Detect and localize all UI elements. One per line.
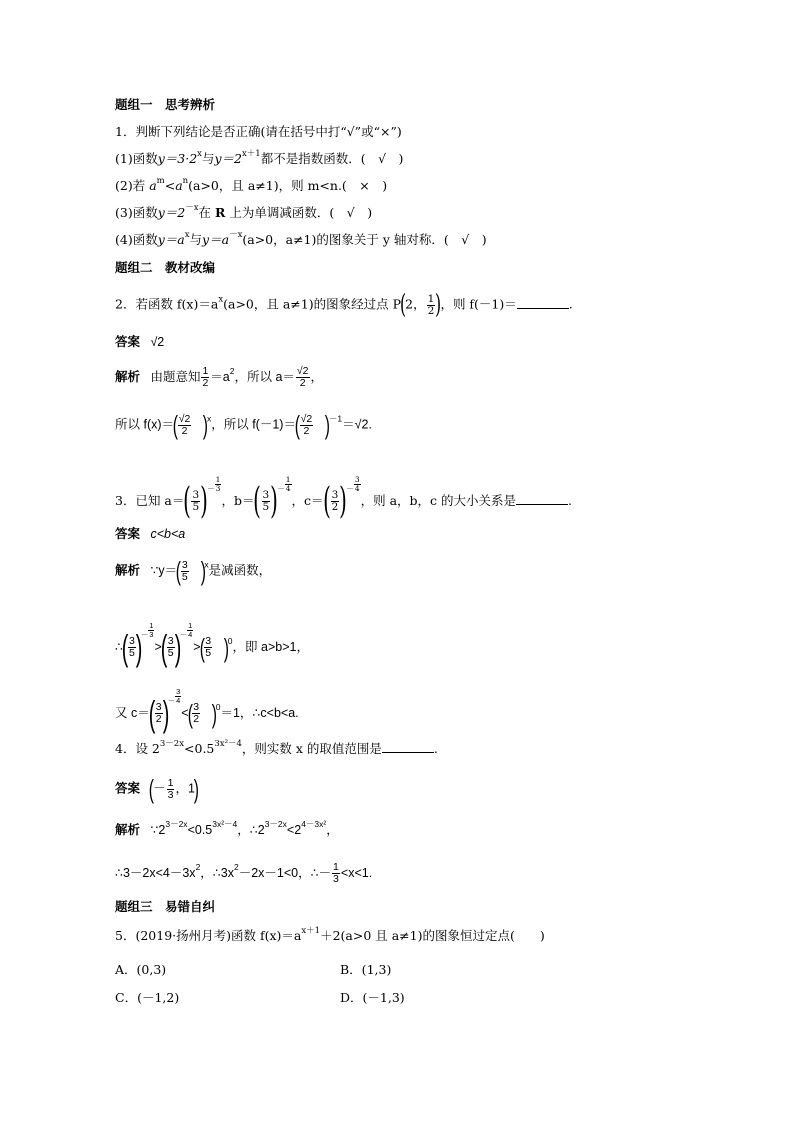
q5-option-d: D．(－1,3) <box>340 990 405 1005</box>
q3-stem: 3．已知 a＝( $\frac{3}{5}$ )－ $\frac{1}{3}$ ，b＝( $\frac{3}{5}$ )－ $\frac{1}{4}$ ，c＝( $\frac{3}{2}$ )－ $\frac{3}{4}$ ，则 a，b，c 的大小关系是 . <box>115 475 572 522</box>
group2-heading: 题组二 教材改编 <box>115 260 216 275</box>
q5-option-b: B．(1,3) <box>340 962 392 977</box>
q1-item-1: (1)函数$y=3\cdot 2^x$与$y=2^{x+1}$都不是指数函数．( √ ) <box>115 149 404 166</box>
group3-heading: 题组三 易错自纠 <box>115 899 216 914</box>
q2-analysis-line-2: 所以 f(x)＝( $\frac{√2}{2}$ )$^x$，所以 f(－1)＝( $\frac{√2}{2}$ )$^{-1}$＝√2. <box>115 410 372 440</box>
q1-item-2: (2)若 $a^m<a^n(a>0$，且 a≠1)，则 m<n.( × ) <box>115 176 388 193</box>
q5-stem: 5．(2019·扬州月考)函数 $f(x)=a^{x+1}+2(a>0$ 且 a≠1)的图象恒过定点( ) <box>115 926 545 943</box>
q3-analysis-line-2: ∴( $\frac{3}{5}$ )－ $\frac{1}{3}$ >( $\frac{3}{5}$ )－ $\frac{1}{4}$ >( $\frac{3}{5}$ )$^0$，即 a>b>1， <box>115 621 309 668</box>
q1-stem: 1．判断下列结论是否正确(请在括号中打“√”或“×”) <box>115 124 402 139</box>
q2-answer-blank <box>517 298 569 309</box>
q4-stem: 4．设 $2^{3-2x}<0.5^{3x^2-4}$，则实数 x 的取值范围是 . <box>115 739 438 756</box>
q4-answer-blank <box>382 742 434 753</box>
group1-heading: 题组一 思考辨析 <box>115 97 216 112</box>
q5-option-c: C．(－1,2) <box>115 990 180 1005</box>
q4-analysis-line-2: $\therefore 3-2x<4-3x^2$，$\therefore 3x^2-2x-1<0$，∴－ $\frac{1}{3}$ <x<1. <box>115 861 373 885</box>
q1-item-3: (3)函数$y=2^{-x}$在 R 上为单调减函数．( √ ) <box>115 203 373 220</box>
q4-answer: 答案 (－ $\frac{1}{3}$ ，1) <box>115 774 199 804</box>
q3-analysis-line-1: 解析 ∵y＝( $\frac{3}{5}$ )$^x$是减函数， <box>115 556 272 586</box>
q3-answer: 答案 c<b<a <box>115 527 186 541</box>
q4-analysis-line-1: 解析 $\because 2^{3-2x}<0.5^{3x^2-4}$，$\therefore 2^{3-2x}<2^{4-3x^2}$， <box>115 819 339 837</box>
q2-answer: 答案 √2 <box>115 335 165 349</box>
q3-answer-blank <box>516 494 568 505</box>
q2-stem: 2．若函数 $f(x)=a^x(a>0$，且 a≠1)的图象经过点 P(2， $\frac{1}{2}$ )，则 f(－1)＝ . <box>115 290 573 320</box>
q3-analysis-line-3: 又 c＝( $\frac{3}{2}$ )－ $\frac{3}{4}$ <( $\frac{3}{2}$ )$^0$＝1，∴c<b<a. <box>115 687 299 734</box>
q5-option-a: A．(0,3) <box>115 962 167 977</box>
q2-analysis-line-1: 解析 由题意知 $\frac{1}{2}$ $=a^2$，所以 a＝ $\frac{√2}{2}$ ， <box>115 365 324 389</box>
q1-item-4: (4)函数$y=a^x$与$y=a^{-x}(a>0$，a≠1)的图象关于 y 轴对称．( √ ) <box>115 230 487 247</box>
